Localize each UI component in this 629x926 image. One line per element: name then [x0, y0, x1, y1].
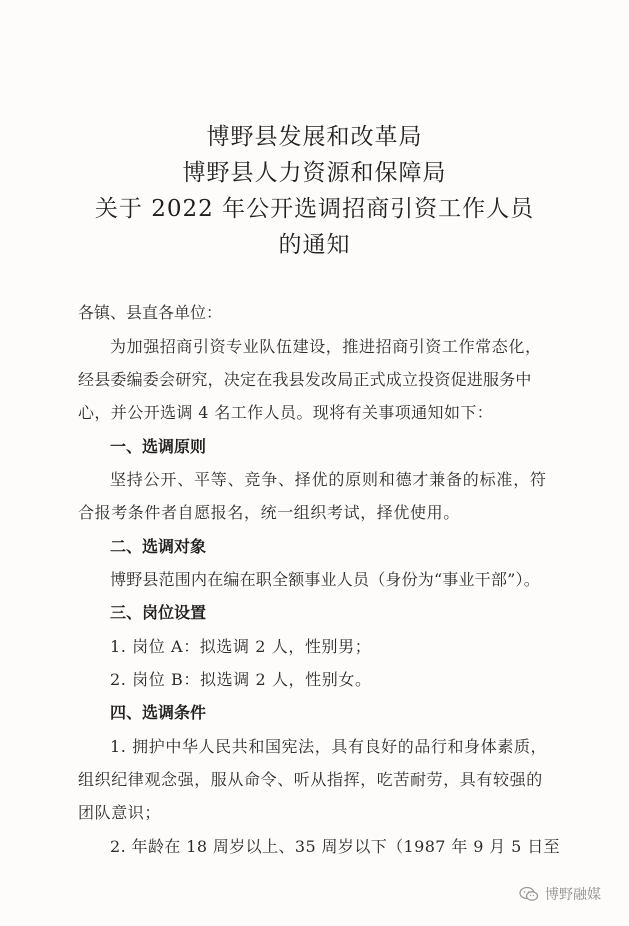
watermark [519, 884, 601, 904]
paragraph-intro-line: 心，并公开选调 4 名工作人员。现将有关事项通知如下： [78, 403, 494, 422]
wechat-icon [519, 886, 539, 902]
paragraph-principles-line: 合报考条件者自愿报名，统一组织考试，择优使用。 [78, 503, 460, 522]
position-item: 2. 岗位 B：拟选调 2 人，性别女。 [110, 670, 372, 689]
doc-title-line-2: 博野县人力资源和保障局 [182, 160, 447, 186]
condition-item-line: 1. 拥护中华人民共和国宪法，具有良好的品行和身体素质， [110, 737, 548, 756]
section-heading-principles: 一、选调原则 [110, 437, 207, 456]
section-heading-positions: 三、岗位设置 [110, 603, 207, 622]
doc-title-line-1: 博野县发展和改革局 [206, 124, 423, 150]
paragraph-intro-line: 经县委编委会研究，决定在我县发改局正式成立投资促进服务中 [78, 370, 532, 389]
section-heading-conditions: 四、选调条件 [110, 703, 207, 722]
paragraph-principles-line: 坚持公开、平等、竞争、择优的原则和德才兼备的标准，符 [110, 470, 547, 489]
doc-title-line-3: 关于 2022 年公开选调招商引资工作人员 [94, 196, 535, 222]
condition-item-line: 2. 年龄在 18 周岁以上、35 周岁以下（1987 年 9 月 5 日至 [110, 837, 561, 856]
paragraph-targets: 博野县范围内在编在职全额事业人员（身份为“事业干部”）。 [110, 570, 540, 589]
condition-item-line: 团队意识； [78, 803, 162, 822]
salutation: 各镇、县直各单位： [78, 303, 223, 322]
watermark-text: 博野融媒 [545, 887, 601, 903]
condition-item-line: 组织纪律观念强，服从命令、听从指挥，吃苦耐劳，具有较强的 [78, 770, 543, 789]
position-item: 1. 岗位 A：拟选调 2 人，性别男； [110, 637, 372, 656]
doc-title-line-4: 的通知 [278, 232, 351, 258]
paragraph-intro-line: 为加强招商引资专业队伍建设，推进招商引资工作常态化， [110, 337, 542, 356]
section-heading-targets: 二、选调对象 [110, 537, 207, 556]
